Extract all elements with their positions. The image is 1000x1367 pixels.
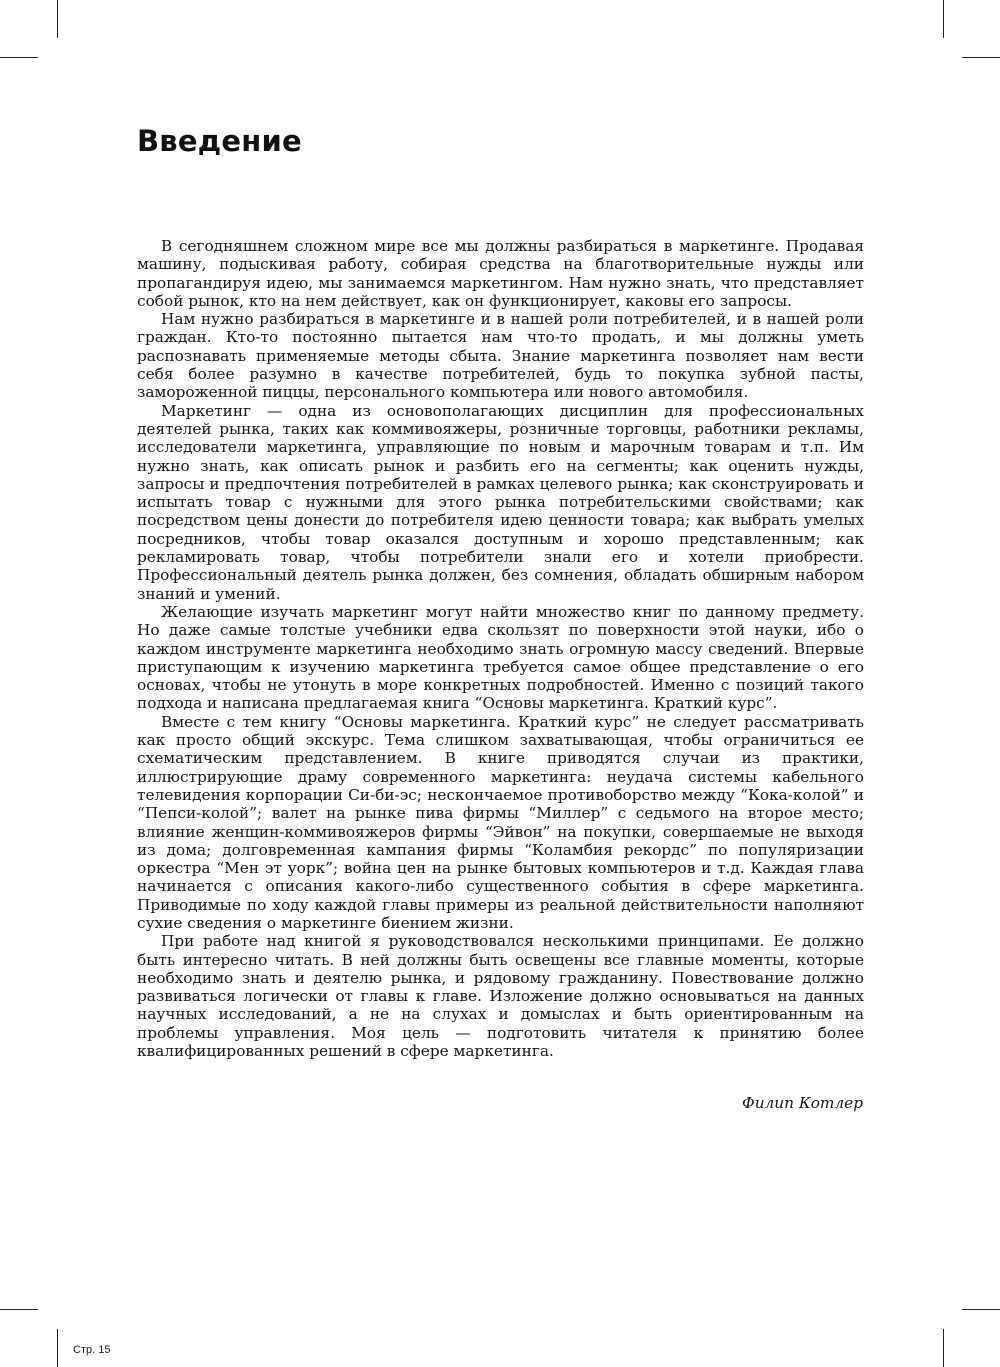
crop-mark	[943, 0, 944, 38]
paragraph: Вместе с тем книгу “Основы маркетинга. Краткий курс” не следует рассматривать как просто общий экскурс. Тема слишком захватывающая, чтобы ограничиться ее схематическим представлением. В книге приводятся случаи из практики, иллюстрирующие драму современного маркетинга: неудача системы кабельного телевидения корпорации Си-би-эс; нескончаемое противоборство между “Кока-колой” и “Пепси-колой”; валет на рынке пива фирмы “Миллер” с седьмого на второе место; влияние женщин-коммивояжеров фирмы “Эйвон” на покупки, совершаемые не выходя из дома; долговременная кампания фирмы “Коламбия рекордс” по популяризации оркестра “Мен эт уорк”; война цен на рынке бытовых компьютеров и т.д. Каждая глава начинается с описания какого-либо существенного события в сфере маркетинга. Приводимые по ходу каждой главы примеры из реальной действительности наполняют сухие сведения о маркетинге биением жизни.	[137, 712, 864, 932]
paragraph: Маркетинг — одна из основополагающих дисциплин для профессиональных деятелей рынка, таких как коммивояжеры, розничные торговцы, работники рекламы, исследователи маркетинга, управляющие по новым и марочным товарам и т.п. Им нужно знать, как описать рынок и разбить его на сегменты; как оценить нужды, запросы и предпочтения потребителей в рамках целевого рынка; как сконструировать и испытать товар с нужными для этого рынка потребительскими свойствами; как посредством цены донести до потребителя идею ценности товара; как выбрать умелых посредников, чтобы товар оказался доступным и хорошо представленным; как рекламировать товар, чтобы потребители знали его и хотели приобрести. Профессиональный деятель рынка должен, без сомнения, обладать обширным набором знаний и умений.	[137, 401, 864, 603]
author-signature: Филип Котлер	[742, 1094, 863, 1112]
crop-mark	[57, 0, 58, 38]
paragraph: Желающие изучать маркетинг могут найти множество книг по данному предмету. Но даже самые толстые учебники едва скользят по поверхности этой науки, ибо о каждом инструменте маркетинга необходимо знать огромную массу сведений. Впервые приступающим к изучению маркетинга требуется самое общее представление о его основах, чтобы не утонуть в море конкретных подробностей. Именно с позиций такого подхода и написана предлагаемая книга “Основы маркетинга. Краткий курс”.	[137, 602, 864, 713]
page-number: Стр. 15	[73, 1344, 111, 1356]
crop-mark	[962, 1309, 1000, 1310]
paragraph: При работе над книгой я руководствовался несколькими принципами. Ее должно быть интересно читать. В ней должны быть освещены все главные моменты, которые необходимо знать и деятелю рынка, и рядовому гражданину. Повествование должно развиваться логически от главы к главе. Изложение должно основываться на данных научных исследований, а не на слухах и домыслах и быть ориентированным на проблемы управления. Моя цель — подготовить читателя к принятию более квалифицированных решений в сфере маркетинга.	[137, 932, 864, 1061]
crop-mark	[0, 1309, 38, 1310]
body-text	[137, 237, 864, 1060]
crop-mark	[0, 57, 38, 58]
crop-mark	[962, 57, 1000, 58]
crop-mark	[943, 1329, 944, 1367]
paragraph: Нам нужно разбираться в маркетинге и в нашей роли потребителей, и в нашей роли граждан. Кто-то постоянно пытается нам что-то продать, и мы должны уметь распознавать применяемые методы сбыта. Знание маркетинга позволяет нам вести себя более разумно в качестве потребителей, будь то покупка зубной пасты, замороженной пиццы, персонального компьютера или нового автомобиля.	[137, 310, 864, 402]
page-title: Введение	[137, 124, 302, 158]
crop-mark	[57, 1329, 58, 1367]
paragraph: В сегодняшнем сложном мире все мы должны разбираться в маркетинге. Продавая машину, подыскивая работу, собирая средства на благотворительные нужды или пропагандируя идею, мы занимаемся маркетингом. Нам нужно знать, что представляет собой рынок, кто на нем действует, как он функционирует, каковы его запросы.	[137, 237, 864, 310]
